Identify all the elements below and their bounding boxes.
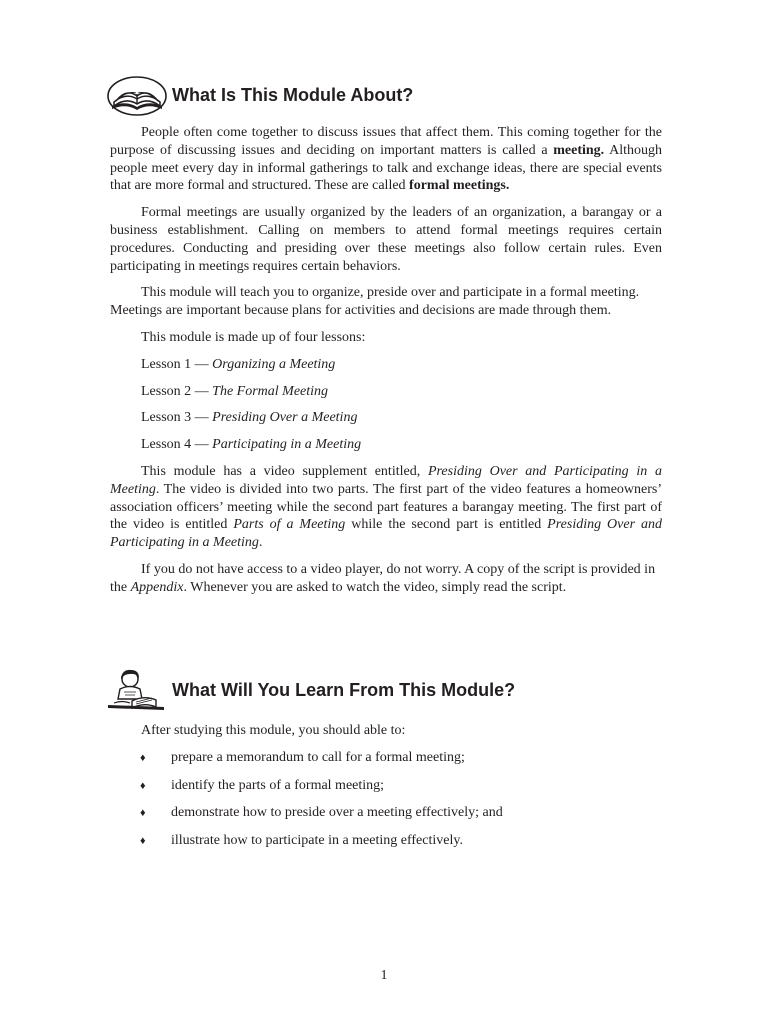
diamond-bullet-icon: ♦ <box>140 751 146 764</box>
text-run: Parts of a Meeting <box>233 517 346 533</box>
list-item: ♦ illustrate how to participate in a meeting effectively. <box>110 832 662 851</box>
paragraph-formal-meetings: Formal meetings are usually organized by the leaders of an organization, a barangay or a business establishment. Calling on members to attend formal meetings requires certain procedures. Conducting and presiding over these meetings also follow certain rules. Even participating in meetings requires certain behaviors. <box>110 205 662 274</box>
text-run: while the second part is entitled <box>345 517 548 533</box>
section-title: What Is This Module About? <box>172 84 414 105</box>
text-run: . The video is divided into two parts. The first part of the video features a homeowners’ association officers’ meeting while the second part features a barangay meeting. The first part of the video is entitled <box>110 481 662 533</box>
list-item: ♦ prepare a memorandum to call for a formal meeting; <box>110 749 662 768</box>
page-number: 1 <box>380 968 388 983</box>
text-run: meeting. <box>553 142 605 158</box>
lesson-item: Lesson 1 — Organizing a Meeting <box>141 356 336 372</box>
text-run: Although people meet every day in informal gatherings to talk and exchange ideas, there are special events that are more formal and structured. These are called <box>110 142 662 194</box>
text-run: Appendix <box>130 579 184 595</box>
text-run: Presiding Over and Participating in a Meeting <box>110 517 662 551</box>
reading-student-icon <box>106 667 168 713</box>
paragraph-appendix <box>110 561 662 597</box>
text-run: . <box>258 535 263 551</box>
text-run: . Whenever you are asked to watch the video, simply read the script. <box>183 579 567 595</box>
section-title: What Will You Learn From This Module? <box>172 679 516 700</box>
section-heading-about <box>106 70 413 120</box>
paragraph-intro <box>110 124 662 195</box>
list-item: ♦ demonstrate how to preside over a meeting effectively; and <box>110 804 662 823</box>
text-run: formal meetings. <box>409 178 510 194</box>
text-run: This module has a video supplement entitled, <box>141 463 428 479</box>
text-run: Presiding Over and Participating in a Meeting <box>110 463 662 497</box>
paragraph-video <box>110 463 662 552</box>
section-heading-learn <box>106 665 515 715</box>
diamond-bullet-icon: ♦ <box>140 835 146 848</box>
list-item: ♦ identify the parts of a formal meeting; <box>110 777 662 796</box>
text-run: If you do not have access to a video player, do not worry. A copy of the script is provided in the <box>110 561 656 595</box>
lesson-item: Lesson 3 — Presiding Over a Meeting <box>141 410 358 426</box>
objectives-intro: After studying this module, you should able to: <box>141 723 406 738</box>
diamond-bullet-icon: ♦ <box>140 779 146 792</box>
text-run: People often come together to discuss issues that affect them. This coming together for the purpose of discussing issues and deciding on important matters is called a <box>110 125 662 158</box>
lesson-item: Lesson 4 — Participating in a Meeting <box>141 437 362 453</box>
open-book-icon <box>106 72 168 118</box>
paragraph-lessons-intro: This module is made up of four lessons: <box>141 329 366 345</box>
lesson-item: Lesson 2 — The Formal Meeting <box>141 383 329 399</box>
paragraph-module-purpose: This module will teach you to organize, preside over and participate in a formal meeting. Meetings are important because plans for activities and decisions are made through them. <box>110 285 640 319</box>
section-body-about <box>110 124 662 606</box>
learning-objectives <box>110 722 662 860</box>
diamond-bullet-icon: ♦ <box>140 807 146 820</box>
